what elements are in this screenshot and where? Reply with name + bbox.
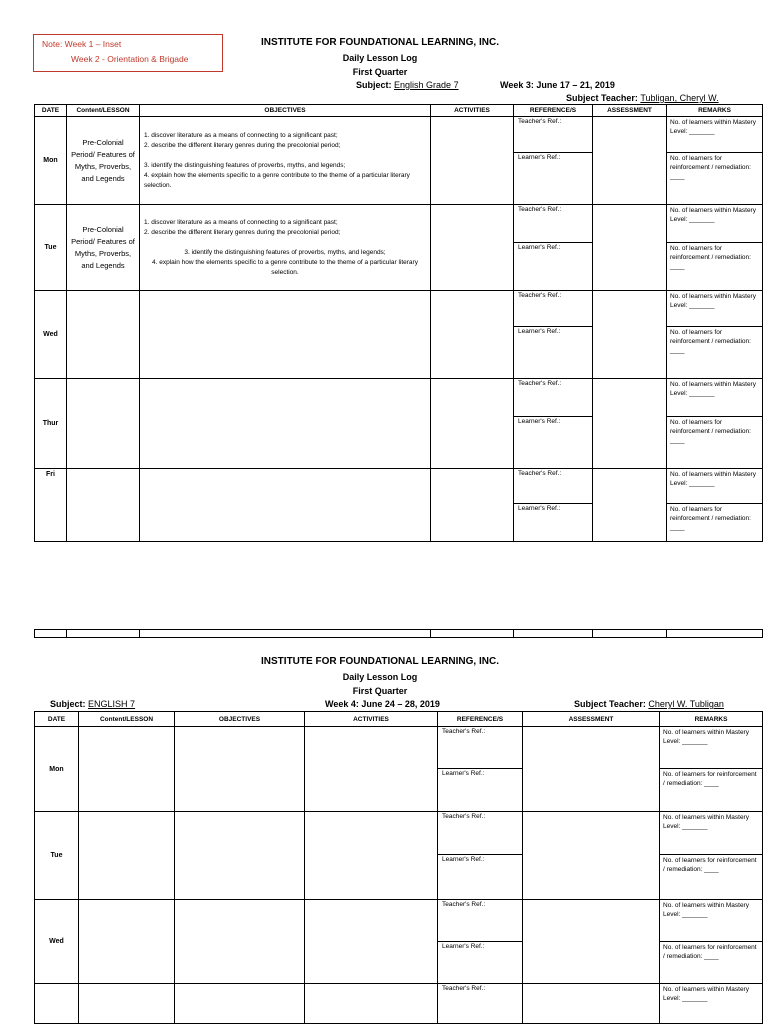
- day-cell: Thur: [35, 379, 67, 469]
- teacher-value-2: Cheryl W. Tubligan: [648, 699, 724, 709]
- day-cell: Fri: [35, 469, 67, 542]
- learner-ref-cell: Learner's Ref.:: [514, 243, 593, 291]
- activities-cell: [305, 727, 438, 812]
- table-continuation-strip: [34, 629, 763, 638]
- subject-line-1: [356, 80, 459, 90]
- remark-reinforce-cell: No. of learners for reinforcement / remediation: ____: [660, 942, 763, 984]
- note-line-2: Week 2 - Orientation & Brigade: [71, 54, 189, 64]
- teacher-ref-cell: Teacher's Ref.:: [438, 900, 523, 942]
- objectives-cell: [140, 379, 431, 469]
- content-cell: [79, 900, 175, 984]
- table-row: [35, 812, 763, 855]
- table-row: [35, 205, 763, 243]
- objectives-cell: [140, 205, 431, 291]
- activities-cell: [431, 117, 514, 205]
- assessment-cell: [523, 984, 660, 1024]
- day-cell: Wed: [35, 291, 67, 379]
- activities-cell: [305, 984, 438, 1024]
- remark-reinforce-cell: No. of learners for reinforcement / remediation: ____: [667, 504, 763, 542]
- learner-ref-cell: Learner's Ref.:: [438, 769, 523, 812]
- objectives-cell: [175, 984, 305, 1024]
- subject-label-1: Subject:: [356, 80, 392, 90]
- table-row: [35, 984, 763, 1024]
- header-content: Content/LESSON: [79, 712, 175, 727]
- content-cell: [79, 727, 175, 812]
- header-remarks: REMARKS: [660, 712, 763, 727]
- assessment-cell: [593, 469, 667, 542]
- teacher-ref-cell: Teacher's Ref.:: [438, 984, 523, 1024]
- content-cell: Pre-Colonial Period/ Features of Myths, Proverbs, and Legends: [67, 117, 140, 205]
- header-references: REFERENCE/S: [438, 712, 523, 727]
- teacher-ref-cell: Teacher's Ref.:: [514, 379, 593, 417]
- header-references: REFERENCE/S: [514, 105, 593, 117]
- teacher-line-1: [566, 93, 719, 103]
- subject-line-2: [50, 699, 135, 709]
- objective-item: 3. identify the distinguishing features of proverbs, myths, and legends;: [184, 248, 386, 256]
- content-cell: [67, 469, 140, 542]
- objectives-cell: [140, 469, 431, 542]
- learner-ref-cell: Learner's Ref.:: [514, 153, 593, 205]
- objectives-cell: [140, 117, 431, 205]
- day-cell: Mon: [35, 117, 67, 205]
- objective-item: 4. explain how the elements specific to a genre contribute to the theme of a particular literary selection.: [152, 258, 418, 276]
- activities-cell: [305, 812, 438, 900]
- objective-item: 2. describe the different literary genres during the precolonial period;: [144, 141, 341, 149]
- quarter-1: First Quarter: [352, 67, 408, 77]
- header-activities: ACTIVITIES: [305, 712, 438, 727]
- day-cell: Mon: [35, 727, 79, 812]
- teacher-label-2: Subject Teacher:: [574, 699, 646, 709]
- content-cell: [79, 812, 175, 900]
- day-cell: Tue: [35, 205, 67, 291]
- table-row: [35, 291, 763, 327]
- content-cell: [67, 291, 140, 379]
- remark-mastery-cell: No. of learners within Mastery Level: _______: [667, 205, 763, 243]
- table-row: [35, 379, 763, 417]
- learner-ref-cell: Learner's Ref.:: [514, 417, 593, 469]
- assessment-cell: [523, 900, 660, 984]
- teacher-ref-cell: Teacher's Ref.:: [514, 205, 593, 243]
- header-objectives: OBJECTIVES: [175, 712, 305, 727]
- day-cell: Tue: [35, 812, 79, 900]
- log-title-1: Daily Lesson Log: [342, 53, 418, 63]
- week-2: Week 4: June 24 – 28, 2019: [325, 699, 440, 709]
- teacher-ref-cell: Teacher's Ref.:: [514, 469, 593, 504]
- objective-item: 3. identify the distinguishing features of proverbs, myths, and legends;: [144, 161, 346, 169]
- assessment-cell: [593, 205, 667, 291]
- remark-reinforce-cell: No. of learners for reinforcement / remediation: ____: [667, 243, 763, 291]
- activities-cell: [431, 291, 514, 379]
- remark-mastery-cell: No. of learners within Mastery Level: _______: [660, 812, 763, 855]
- remark-mastery-cell: No. of learners within Mastery Level: _______: [660, 900, 763, 942]
- day-cell: Wed: [35, 900, 79, 984]
- remark-reinforce-cell: No. of learners for reinforcement / remediation: ____: [667, 417, 763, 469]
- teacher-ref-cell: Teacher's Ref.:: [438, 812, 523, 855]
- lesson-log-table-2: [34, 711, 763, 1024]
- assessment-cell: [593, 379, 667, 469]
- note-box: [33, 34, 223, 72]
- remark-reinforce-cell: No. of learners for reinforcement / remediation: ____: [667, 327, 763, 379]
- teacher-label-1: Subject Teacher:: [566, 93, 638, 103]
- objective-item: 4. explain how the elements specific to a genre contribute to the theme of a particular literary selection.: [144, 171, 410, 189]
- objectives-cell: [140, 291, 431, 379]
- log-title-2: Daily Lesson Log: [342, 672, 418, 682]
- objective-item: 1. discover literature as a means of connecting to a significant past;: [144, 131, 338, 139]
- activities-cell: [305, 900, 438, 984]
- header-content: Content/LESSON: [67, 105, 140, 117]
- assessment-cell: [593, 291, 667, 379]
- learner-ref-cell: Learner's Ref.:: [438, 942, 523, 984]
- content-cell: [67, 379, 140, 469]
- remark-mastery-cell: No. of learners within Mastery Level: _______: [667, 469, 763, 504]
- header-objectives: OBJECTIVES: [140, 105, 431, 117]
- quarter-2: First Quarter: [352, 686, 408, 696]
- remark-mastery-cell: No. of learners within Mastery Level: _______: [667, 117, 763, 153]
- activities-cell: [431, 379, 514, 469]
- header-date: DATE: [35, 712, 79, 727]
- subject-value-1: English Grade 7: [394, 80, 459, 90]
- subject-value-2: ENGLISH 7: [88, 699, 136, 709]
- learner-ref-cell: Learner's Ref.:: [514, 504, 593, 542]
- remark-mastery-cell: No. of learners within Mastery Level: _______: [660, 727, 763, 769]
- objectives-cell: [175, 900, 305, 984]
- remark-mastery-cell: No. of learners within Mastery Level: _______: [660, 984, 763, 1024]
- content-cell: [79, 984, 175, 1024]
- learner-ref-cell: Learner's Ref.:: [514, 327, 593, 379]
- institute-name-2: INSTITUTE FOR FOUNDATIONAL LEARNING, INC.: [261, 656, 499, 667]
- note-line-1: Note: Week 1 – Inset: [42, 39, 122, 49]
- table-row: [35, 727, 763, 769]
- teacher-line-2: [574, 699, 724, 709]
- remark-mastery-cell: No. of learners within Mastery Level: _______: [667, 291, 763, 327]
- table-header-row: [35, 712, 763, 727]
- activities-cell: [431, 469, 514, 542]
- table-row: [35, 117, 763, 153]
- remark-reinforce-cell: No. of learners for reinforcement / remediation: ____: [660, 769, 763, 812]
- content-cell: Pre-Colonial Period/ Features of Myths, Proverbs, and Legends: [67, 205, 140, 291]
- remark-reinforce-cell: No. of learners for reinforcement / remediation: ____: [667, 153, 763, 205]
- table-header-row: [35, 105, 763, 117]
- header-remarks: REMARKS: [667, 105, 763, 117]
- table-row: [35, 900, 763, 942]
- table-row: [35, 469, 763, 504]
- teacher-value-1: Tubligan, Cheryl W.: [640, 93, 719, 103]
- institute-name-1: INSTITUTE FOR FOUNDATIONAL LEARNING, INC.: [261, 37, 499, 48]
- activities-cell: [431, 205, 514, 291]
- learner-ref-cell: Learner's Ref.:: [438, 855, 523, 900]
- assessment-cell: [593, 117, 667, 205]
- remark-reinforce-cell: No. of learners for reinforcement / remediation: ____: [660, 855, 763, 900]
- objectives-cell: [175, 727, 305, 812]
- objectives-cell: [175, 812, 305, 900]
- header-assessment: ASSESSMENT: [593, 105, 667, 117]
- header-date: DATE: [35, 105, 67, 117]
- week-1: Week 3: June 17 – 21, 2019: [500, 80, 615, 90]
- remark-mastery-cell: No. of learners within Mastery Level: _______: [667, 379, 763, 417]
- objective-item: 2. describe the different literary genres during the precolonial period;: [144, 228, 341, 236]
- day-cell: [35, 984, 79, 1024]
- teacher-ref-cell: Teacher's Ref.:: [438, 727, 523, 769]
- assessment-cell: [523, 812, 660, 900]
- subject-label-2: Subject:: [50, 699, 86, 709]
- teacher-ref-cell: Teacher's Ref.:: [514, 117, 593, 153]
- objective-item: 1. discover literature as a means of connecting to a significant past;: [144, 218, 338, 226]
- lesson-log-table-1: [34, 104, 763, 542]
- header-activities: ACTIVITIES: [431, 105, 514, 117]
- teacher-ref-cell: Teacher's Ref.:: [514, 291, 593, 327]
- header-assessment: ASSESSMENT: [523, 712, 660, 727]
- assessment-cell: [523, 727, 660, 812]
